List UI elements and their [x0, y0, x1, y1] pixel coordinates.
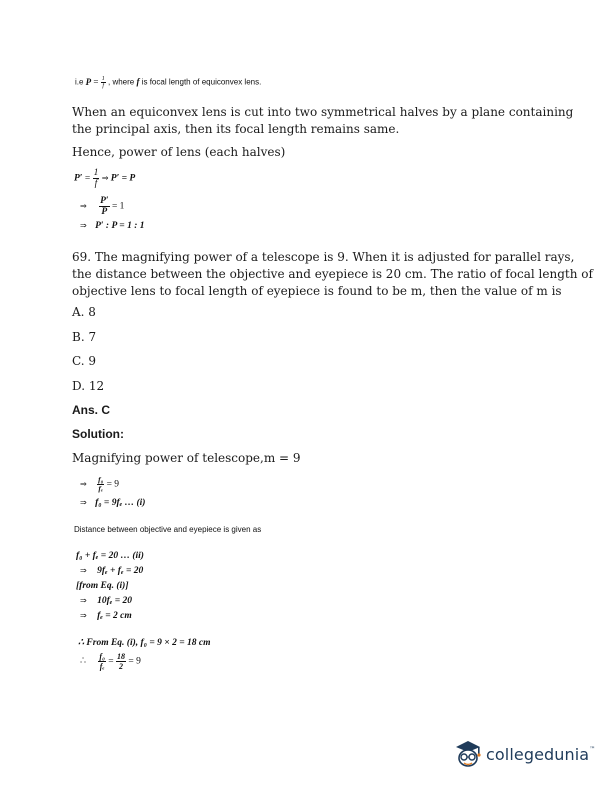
option-d: D. 12: [72, 379, 105, 393]
implies-icon: ⇒: [101, 173, 109, 183]
therefore-icon: ∴: [80, 656, 87, 667]
implies-icon: ⇒: [80, 201, 87, 211]
magnifying-power-line: Magnifying power of telescope,m = 9: [72, 451, 301, 465]
option-a: A. 8: [72, 305, 96, 319]
implies-icon: ⇒: [80, 479, 87, 489]
math-fo-result: ∴ From Eq. (i), f₀ = 9 × 2 = 18 cm: [78, 638, 211, 648]
math-power-equality: P′ = $\frac{1}{f}$ ⇒ P′ = P: [74, 168, 136, 189]
graduate-mascot-icon: [452, 739, 484, 769]
collegedunia-logo: collegedunia ™: [452, 740, 595, 768]
implies-icon: ⇒: [80, 221, 87, 230]
implies-icon: ⇒: [80, 611, 87, 620]
math-final-ratio: ∴ $\frac{\text{f₀}}{\text{fₑ}}$ = $\frac{18}{2}$ = 9: [80, 652, 141, 671]
cut-lens-paragraph: When an equiconvex lens is cut into two symmetrical halves by a plane containing the principal axis, then its focal length remains same.: [72, 105, 574, 136]
distance-line: Distance between objective and eyepiece is given as: [74, 525, 262, 534]
math-10fe: ⇒ 10fₑ = 20: [80, 596, 133, 606]
solution-heading: Solution:: [72, 427, 124, 441]
option-c: C. 9: [72, 354, 97, 368]
math-focal-ratio: ⇒ $\frac{\text{f₀}}{\text{fₑ}}$ = 9: [80, 475, 120, 493]
math-eq-ii: f₀ + fₑ = 20 … (ii): [76, 551, 144, 561]
math-from-eq-i: [from Eq. (i)]: [76, 581, 129, 591]
power-formula: P = $\frac{1}{f}$: [85, 76, 105, 89]
implies-icon: ⇒: [80, 596, 87, 605]
math-power-ratio: ⇒ $\frac{P'}{P}$ = 1: [80, 196, 125, 217]
hence-line: Hence, power of lens (each halves): [72, 145, 286, 159]
implies-icon: ⇒: [80, 566, 87, 575]
math-power-result: ⇒ P′ : P = 1 : 1: [80, 221, 145, 231]
math-fe-result: ⇒ fₑ = 2 cm: [80, 611, 132, 621]
answer-label: Ans. C: [72, 403, 111, 417]
math-substitution: ⇒ 9fₑ + fₑ = 20: [80, 566, 144, 576]
intro-line: i.e P = $\frac{1}{f}$ , where f is focal length of equiconvex lens.: [75, 76, 262, 89]
question-69: 69. The magnifying power of a telescope is 9. When it is adjusted for parallel rays, the distance between the objective and eyepiece is 20 cm. The ratio of focal length of objective lens to focal length of eyepiece is found to be m, then the value of m is: [72, 250, 593, 298]
option-b: B. 7: [72, 330, 97, 344]
math-eq-i: ⇒ f₀ = 9fₑ … (i): [80, 498, 146, 508]
implies-icon: ⇒: [80, 498, 87, 507]
